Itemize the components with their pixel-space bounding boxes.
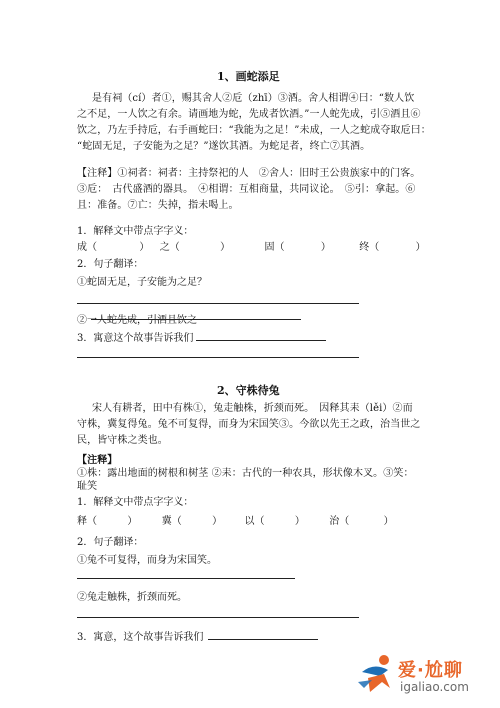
story1-q2-b: ②一人蛇先成，引酒且饮之 [77, 315, 197, 326]
story2-notes-label: 【注释】 [77, 455, 118, 466]
story2-q2-b: ②兔走触株，折颈而死。 [77, 592, 187, 603]
watermark-url: igaliao.com [400, 680, 469, 694]
answer-line[interactable] [208, 639, 318, 640]
story2-line-2: 守株，冀复得兔。兔不可复得，而身为宋国笑③。今欲以先王之政，治当世之 [77, 419, 421, 430]
blank-label-gu: 固（ [264, 242, 285, 253]
blank-label-zhi: 之（ [159, 242, 180, 253]
story2-q3: 3．寓意，这个故事告诉我们 [77, 632, 204, 643]
story1-title: 1、画蛇添足 [217, 70, 280, 83]
runner-logo-icon [354, 652, 400, 698]
answer-line[interactable] [77, 357, 359, 358]
story1-line-2: 之不足，一人饮之有余。请画地为蛇，先成者饮酒。”一人蛇先成，引⑤酒且⑥ [77, 109, 421, 120]
story2-q1-items [77, 512, 394, 527]
watermark-text: 爱·尬聊 [398, 660, 463, 681]
story2-q2: 2．句子翻译： [77, 537, 144, 548]
blank-label-cheng: 成（ [77, 242, 97, 253]
story2-title: 2、守株待兔 [217, 384, 280, 397]
story1-q1: 1．解释文中带点字字义： [77, 226, 194, 237]
blank-label-shi: 释（ [77, 516, 97, 527]
story2-q1: 1．解释文中带点字字义： [77, 497, 194, 508]
blank-label-zhong: 终（ [359, 242, 380, 253]
story1-q3: 3．寓意这个故事告诉我们 [77, 333, 194, 344]
story1-line-4: “蛇固无足，子安能为之足？”遂饮其酒。为蛇足者，终亡⑦其酒。 [77, 141, 371, 152]
blank-close: ） [383, 516, 394, 527]
blank-close: ） [220, 242, 231, 253]
blank-close: ） [415, 242, 426, 253]
blank-close: ） [127, 516, 138, 527]
story1-line-3: 饮之，乃左手持卮，右手画蛇曰：“我能为之足！”未成，一人之蛇成夺取卮曰： [77, 125, 431, 136]
story2-q2-a: ①兔不可复得，而身为宋国笑。 [77, 555, 217, 566]
story1-q2: 2．句子翻译： [77, 259, 144, 270]
answer-line[interactable] [196, 340, 326, 341]
story1-notes-1: 【注释】①祠者：祠者：主持祭祀的人 ②舍人：旧时王公贵族家中的门客。 [77, 168, 421, 179]
answer-line[interactable] [77, 303, 359, 304]
answer-line[interactable] [91, 319, 301, 320]
blank-close: ） [294, 516, 305, 527]
blank-close: ） [139, 242, 150, 253]
blank-close: ） [212, 516, 223, 527]
story2-notes-1: ①株：露出地面的树根和树茎 ②耒：古代的一种农具，形状像木叉。③笑： [77, 468, 414, 479]
story1-notes-2: ③卮： 古代盛酒的器具。 ④相谓：互相商量，共同议论。 ⑤引：拿起。⑥ [77, 184, 416, 195]
answer-line[interactable] [77, 578, 295, 579]
story1-notes-3: 且：准备。⑦亡：失掉，指未喝上。 [77, 200, 239, 211]
story2-notes-2: 耻笑 [77, 481, 98, 492]
blank-label-ji: 冀（ [161, 516, 182, 527]
story1-q2-a: ①蛇固无足，子安能为之足？ [77, 277, 207, 288]
site-watermark [354, 650, 494, 702]
blank-label-zhi2: 治（ [329, 516, 350, 527]
blank-label-yi: 以（ [244, 516, 265, 527]
story1-q1-items [77, 238, 426, 253]
answer-line[interactable] [77, 617, 359, 618]
story1-line-1: 是有祠（cí）者①，赐其舍人②卮（zhī）③酒。舍人相谓④曰：“数人饮 [92, 93, 415, 104]
blank-close: ） [320, 242, 331, 253]
story2-line-3: 民，皆守株之类也。 [77, 435, 168, 446]
story2-line-1: 宋人有耕者，田中有株①，兔走触株，折颈而死。 因释其耒（lěi）②而 [92, 403, 413, 414]
